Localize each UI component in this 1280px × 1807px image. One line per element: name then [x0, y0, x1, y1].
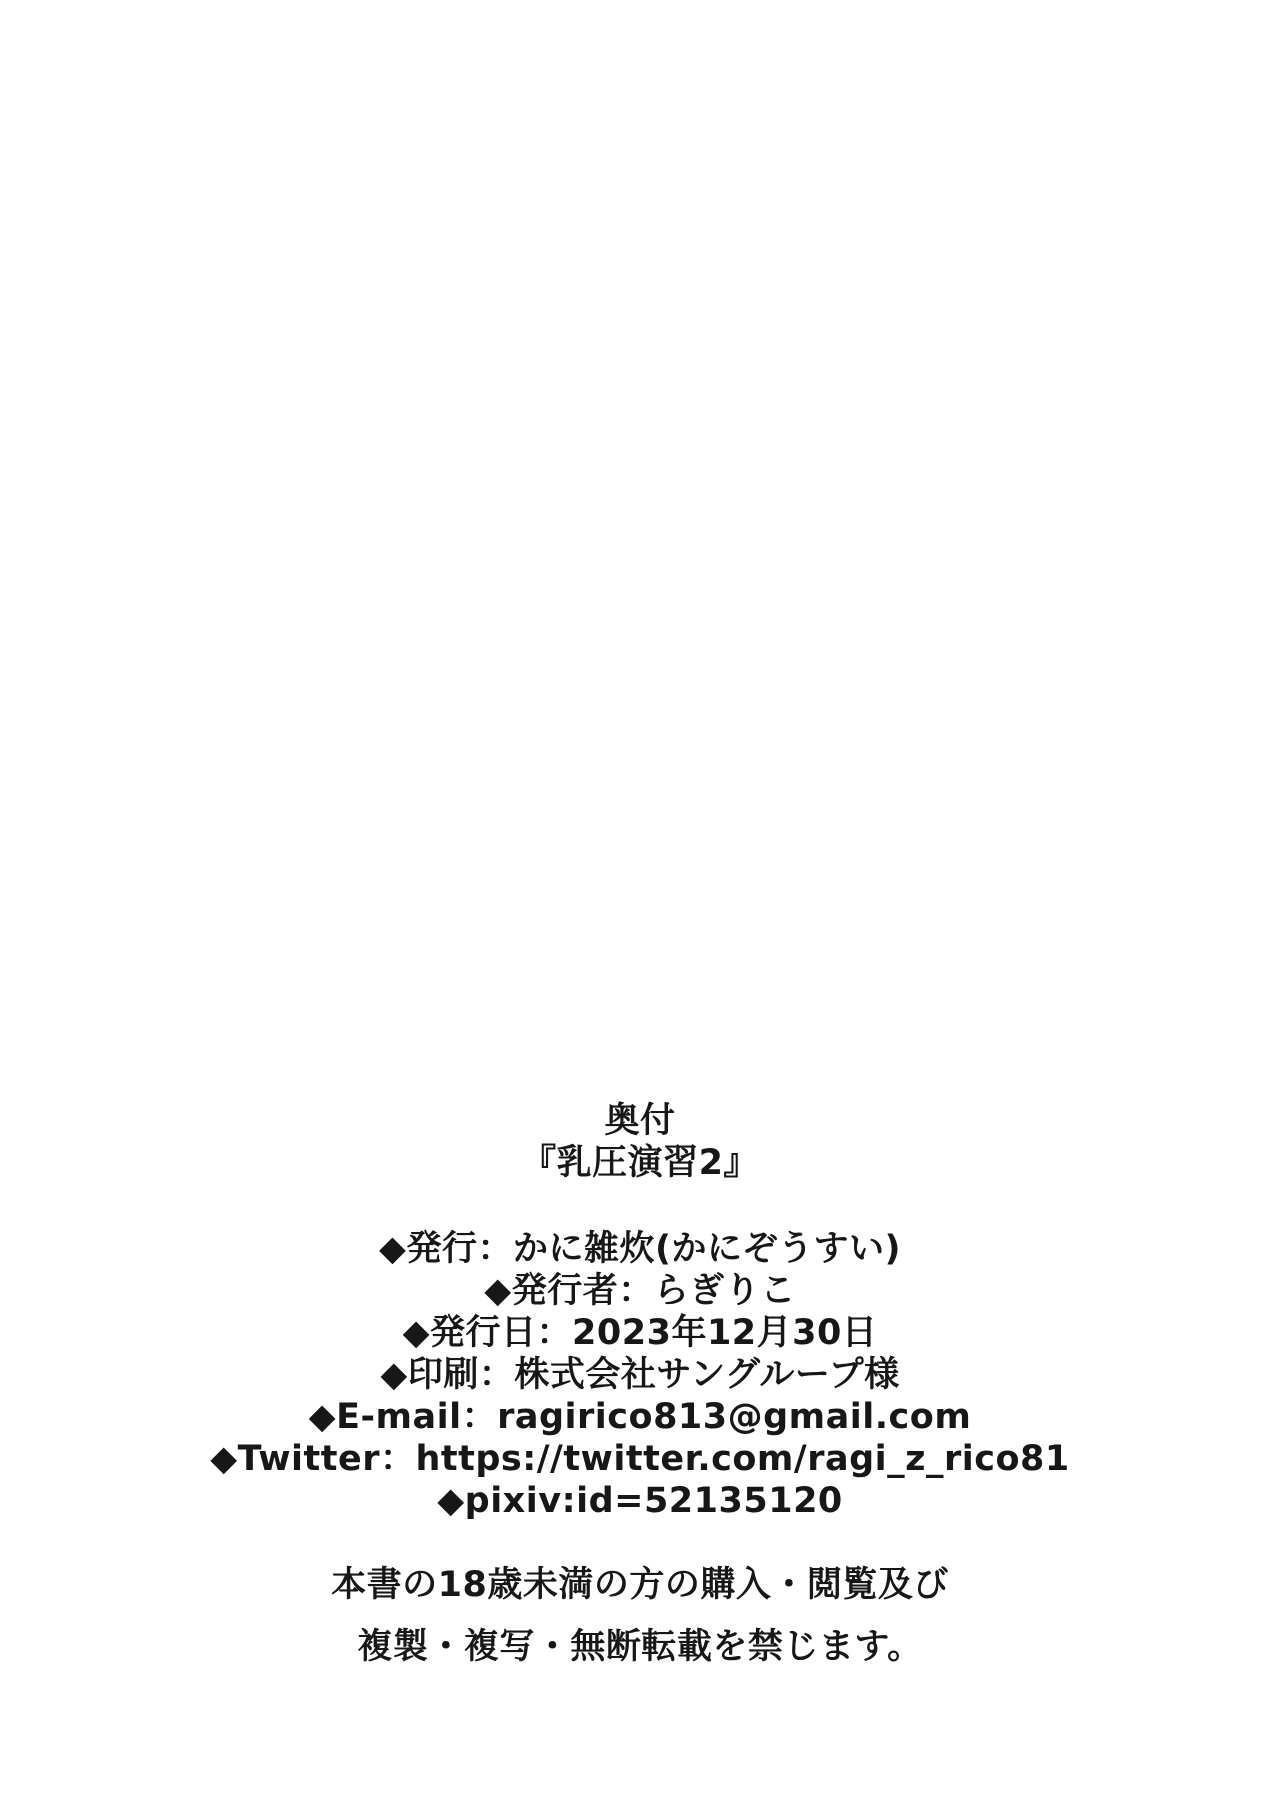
spacer [0, 1184, 1280, 1228]
twitter-line: ◆Twitter：https://twitter.com/ragi_z_rico81 [210, 1439, 1070, 1479]
reproduction-prohibition-notice: 複製・複写・無断転載を禁じます。 [357, 1627, 923, 1667]
printer-line: ◆印刷：株式会社サングループ様 [380, 1355, 900, 1395]
age-restriction-notice: 本書の18歳未満の方の購入・閲覧及び [331, 1565, 949, 1605]
publisher-line: ◆発行：かに雑炊(かにぞうすい) [379, 1229, 901, 1269]
email-line: ◆E-mail：ragirico813@gmail.com [308, 1397, 972, 1437]
publication-date-line: ◆発行日：2023年12月30日 [402, 1313, 878, 1353]
author-line: ◆発行者：らぎりこ [484, 1271, 796, 1311]
spacer [0, 1606, 1280, 1626]
spacer [0, 1522, 1280, 1564]
pixiv-line: ◆pixiv:id=52135120 [437, 1481, 843, 1521]
book-title: 『乳圧演習2』 [521, 1143, 759, 1183]
colophon-text-block [0, 1100, 1280, 1668]
colophon-heading: 奥付 [604, 1101, 676, 1141]
